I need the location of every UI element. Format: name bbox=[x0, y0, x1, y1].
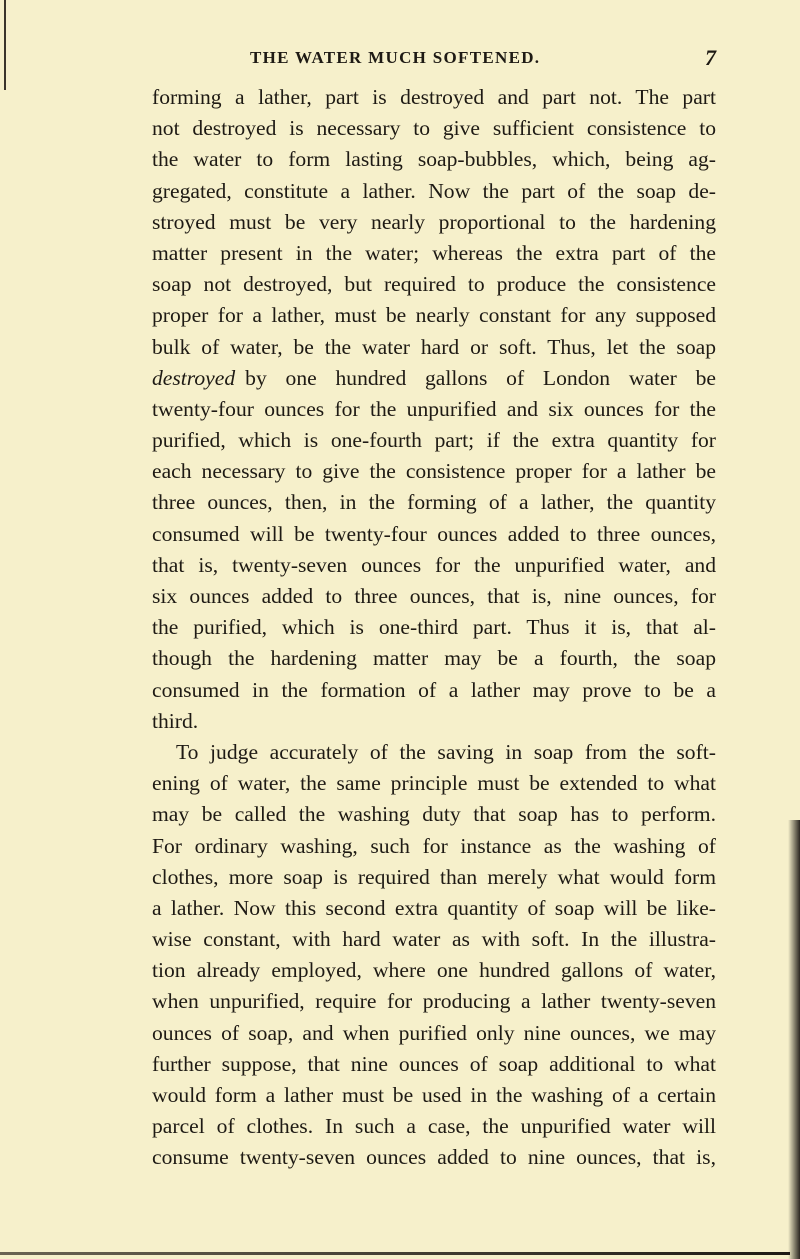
text-line: would form a lather must be used in the washing of a certain bbox=[152, 1083, 716, 1107]
text-line: twenty-four ounces for the unpurified and six ounces for the bbox=[152, 396, 716, 421]
italic-word: destroyed bbox=[152, 365, 236, 390]
text-line: matter present in the water; whereas the extra part of the bbox=[152, 240, 716, 265]
text-line: that is, twenty-seven ounces for the unpurified water, and bbox=[152, 552, 716, 577]
text-line: consumed will be twenty-four ounces added to three ounces, bbox=[152, 521, 716, 546]
page-shadow-edge bbox=[788, 820, 800, 1259]
text-line: ounces of soap, and when purified only nine ounces, we may bbox=[152, 1020, 716, 1045]
text-line: consumed in the formation of a lather may prove to be a bbox=[152, 677, 716, 702]
text-line: clothes, more soap is required than merely what would form bbox=[152, 864, 716, 889]
text-line: To judge accurately of the saving in soap from the soft- bbox=[176, 739, 716, 764]
text-line: gregated, constitute a lather. Now the part of the soap de- bbox=[152, 178, 716, 203]
running-title: THE WATER MUCH SOFTENED. bbox=[250, 48, 541, 67]
text-line: parcel of clothes. In such a case, the unpurified water will bbox=[152, 1114, 716, 1139]
page-header bbox=[152, 45, 716, 71]
text-line: may be called the washing duty that soap has to perform. bbox=[152, 802, 716, 827]
page-bottom-edge bbox=[0, 1252, 790, 1255]
text-line: six ounces added to three ounces, that is, nine ounces, for bbox=[152, 584, 716, 608]
text-line: a lather. Now this second extra quantity of soap will be like- bbox=[152, 895, 716, 920]
text-line bbox=[152, 363, 716, 394]
text-line: purified, which is one-fourth part; if the extra quantity for bbox=[152, 428, 716, 453]
text-line-rest: by one hundred gallons of London water be bbox=[245, 365, 716, 390]
text-line: the purified, which is one-third part. Thus it is, that al- bbox=[152, 615, 716, 640]
text-line: each necessary to give the consistence proper for a lather be bbox=[152, 459, 716, 484]
text-line: not destroyed is necessary to give sufficient consistence to bbox=[152, 116, 716, 141]
text-line: when unpurified, require for producing a lather twenty-seven bbox=[152, 989, 716, 1014]
text-line: ening of water, the same principle must be extended to what bbox=[152, 771, 716, 796]
page-binding-edge bbox=[4, 0, 6, 90]
text-line: For ordinary washing, such for instance as the washing of bbox=[152, 833, 716, 858]
text-line: wise constant, with hard water as with soft. In the illustra- bbox=[152, 927, 716, 952]
text-line: third. bbox=[152, 708, 199, 733]
text-line: forming a lather, part is destroyed and part not. The part bbox=[152, 85, 716, 109]
text-line: stroyed must be very nearly proportional to the hardening bbox=[152, 209, 716, 234]
text-line: three ounces, then, in the forming of a lather, the quantity bbox=[152, 490, 716, 515]
text-line: tion already employed, where one hundred gallons of water, bbox=[152, 958, 716, 983]
body-text bbox=[152, 82, 716, 1174]
text-line: further suppose, that nine ounces of soap additional to what bbox=[152, 1051, 716, 1076]
text-line: the water to form lasting soap-bubbles, which, being ag- bbox=[152, 147, 716, 172]
text-line: consume twenty-seven ounces added to nine ounces, that is, bbox=[152, 1145, 716, 1170]
text-line: though the hardening matter may be a fourth, the soap bbox=[152, 646, 716, 671]
text-line: bulk of water, be the water hard or soft. Thus, let the soap bbox=[152, 334, 716, 359]
page-number: 7 bbox=[705, 45, 716, 70]
text-line: soap not destroyed, but required to produce the consistence bbox=[152, 272, 716, 297]
text-line: proper for a lather, must be nearly constant for any supposed bbox=[152, 303, 716, 328]
